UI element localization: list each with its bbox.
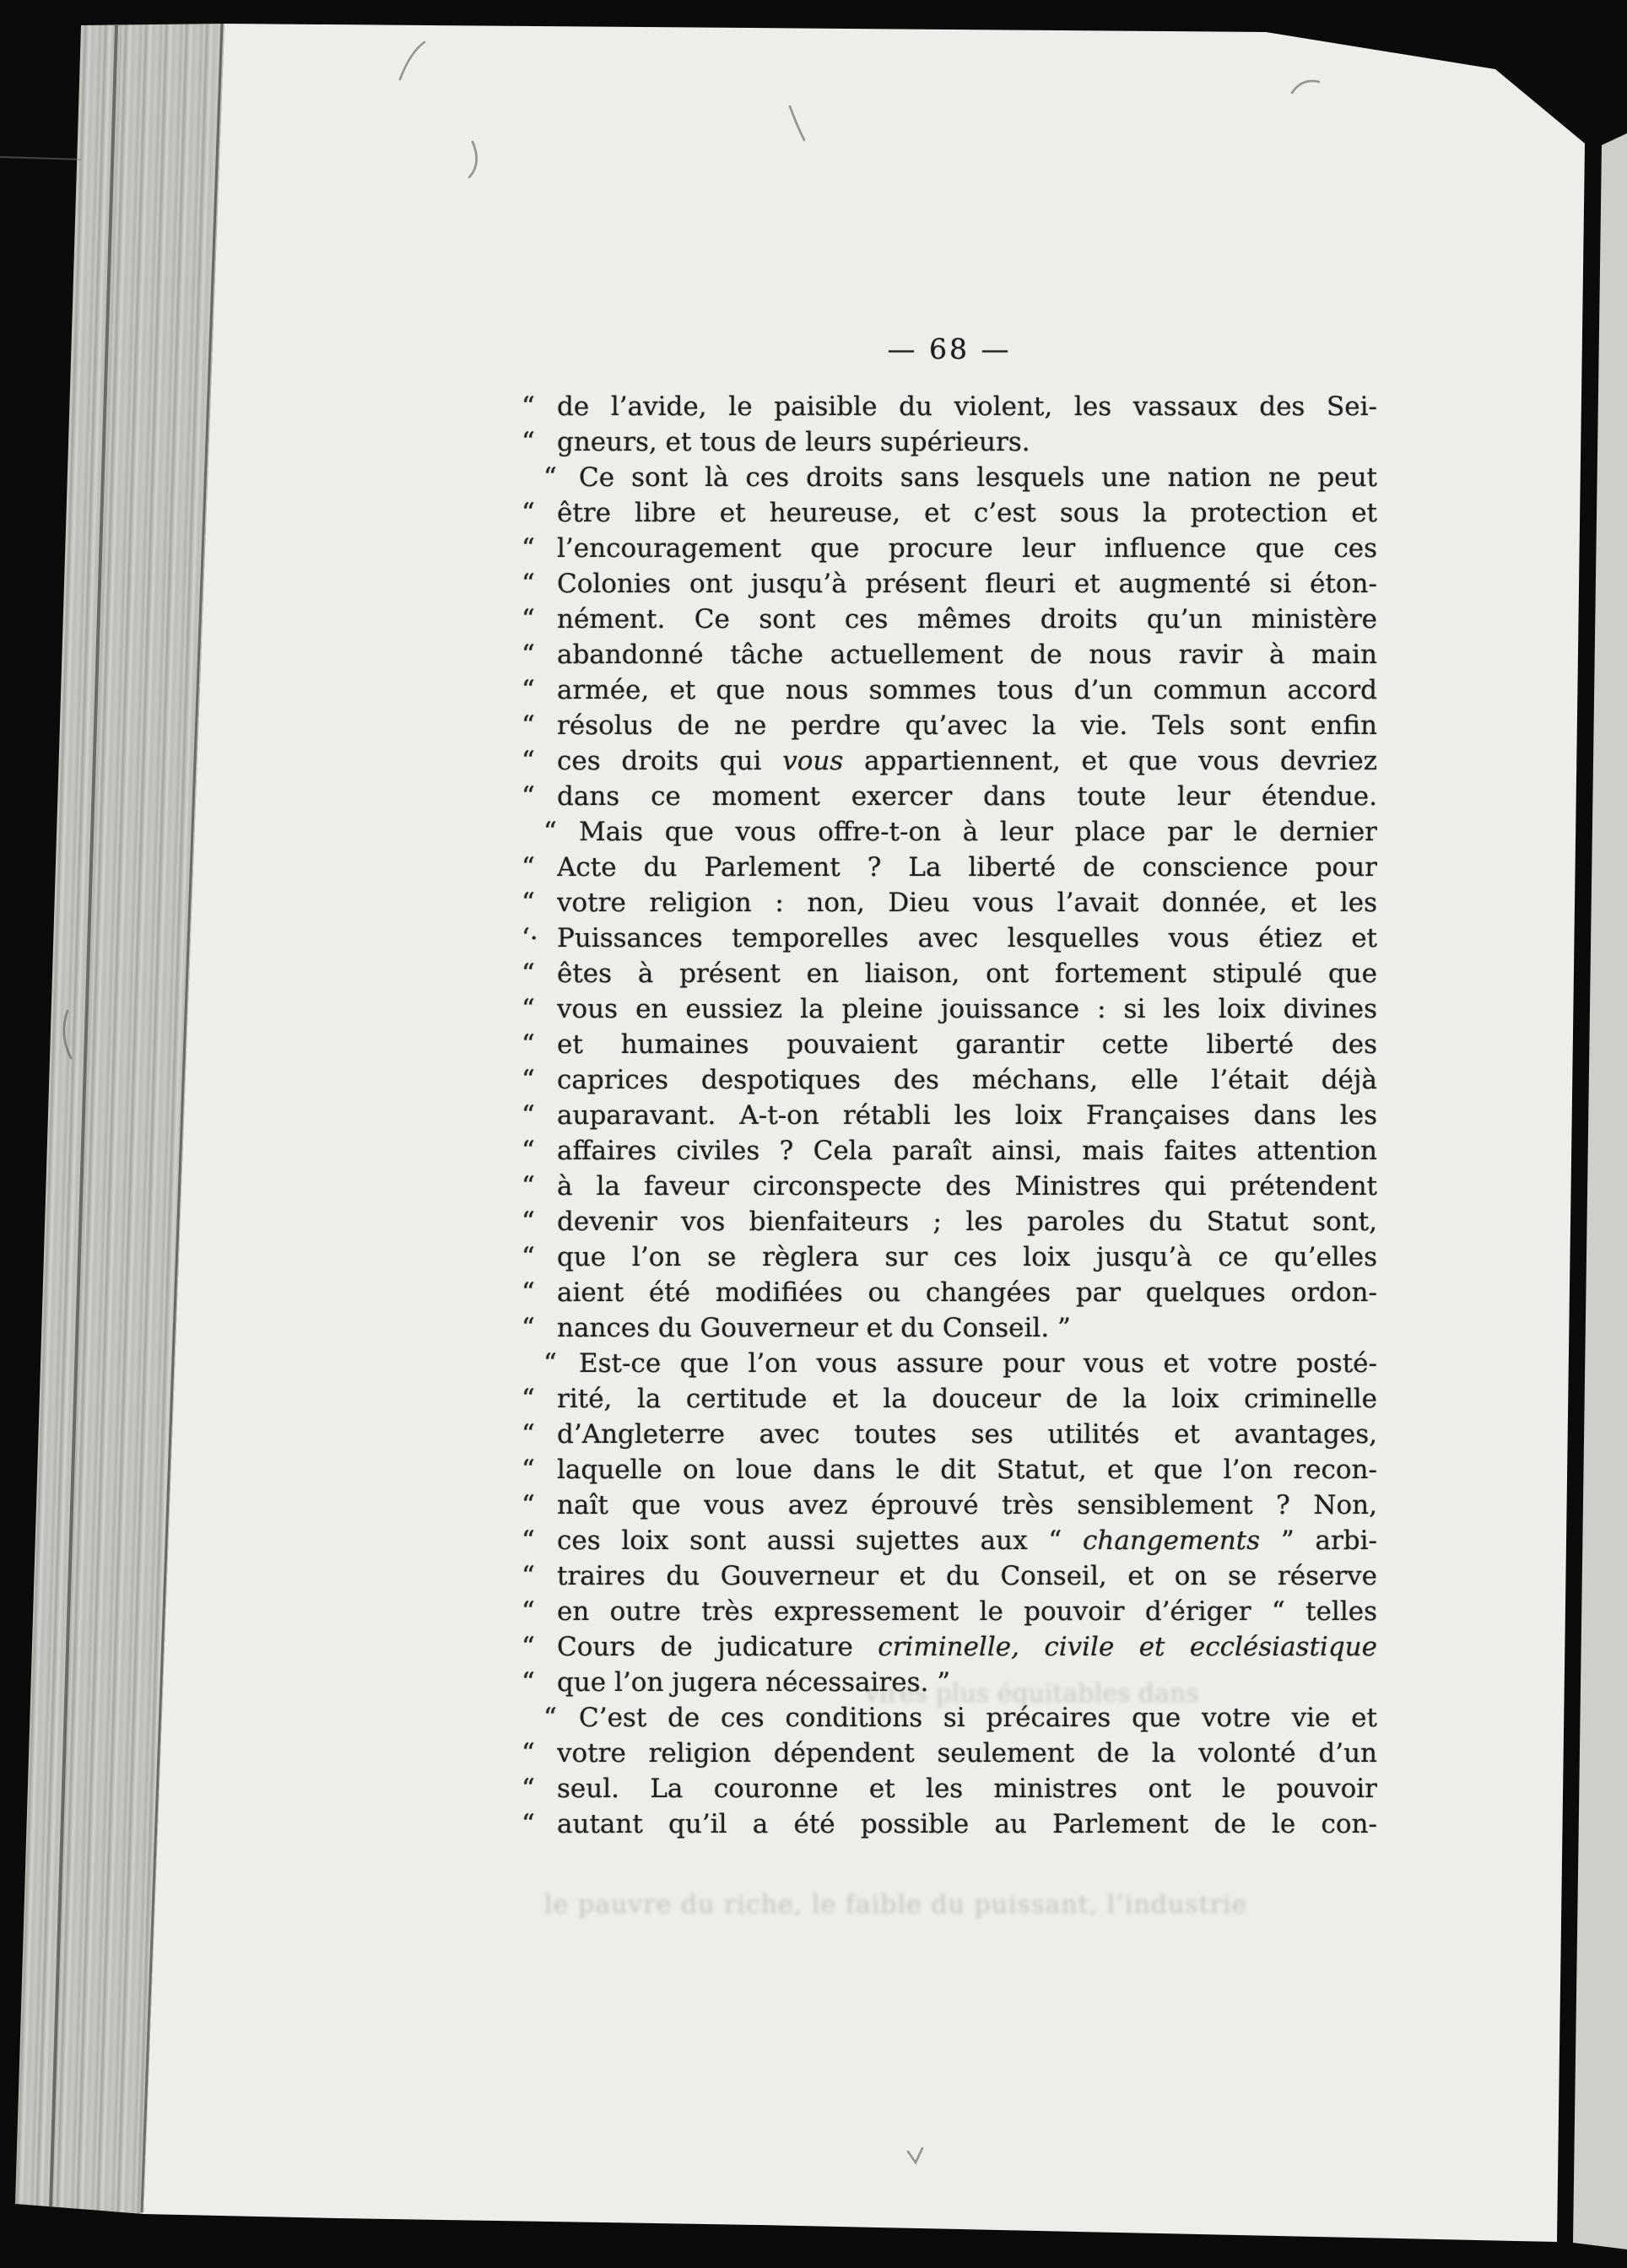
hanging-quote-mark: “ [522,427,535,457]
hanging-quote-mark: “ [543,462,557,493]
text-line [522,1417,1377,1452]
hanging-quote-mark: “ [522,1136,535,1166]
paragraph [522,1700,1377,1842]
text-line [522,637,1377,672]
text-line [522,1523,1377,1558]
line-text: Est-ce que l’on vous assure pour vous et votre posté- [579,1348,1377,1379]
text-line [522,1346,1377,1381]
line-text: auparavant. A-t-on rétabli les loix Françaises dans les [557,1100,1377,1131]
line-text: devenir vos bienfaiteurs ; les paroles du Statut sont, [557,1207,1377,1237]
line-text: Mais que vous offre-t-on à leur place par le dernier [579,817,1377,847]
hanging-quote-mark: “ [522,1561,535,1591]
line-text: votre religion dépendent seulement de la volonté d’un [557,1738,1377,1768]
text-line [522,1806,1377,1842]
text-line [522,460,1377,495]
line-text: être libre et heureuse, et c’est sous la protection et [557,498,1377,528]
text-line [522,389,1377,424]
hanging-quote-mark: “ [543,1703,557,1733]
hanging-quote-mark: “ [543,817,557,847]
text-line [522,956,1377,991]
line-text: Puissances temporelles avec lesquelles vous étiez et [557,923,1377,953]
line-text: seul. La couronne et les ministres ont le pouvoir [557,1774,1377,1804]
text-line [522,1594,1377,1629]
text-line [522,1488,1377,1523]
line-text: que l’on se règlera sur ces loix jusqu’à ce qu’elles [557,1242,1377,1272]
line-text: C’est de ces conditions si précaires que votre vie et [579,1703,1377,1733]
page-number: — 68 — [887,332,1012,365]
text-line [522,1062,1377,1098]
hanging-quote-mark: “ [522,392,535,422]
line-text: caprices despotiques des méchans, elle l’était déjà [557,1065,1377,1095]
hanging-quote-mark: “ [522,1100,535,1131]
text-line [522,566,1377,602]
text-line [522,424,1377,460]
line-text: naît que vous avez éprouvé très sensiblement ? Non, [557,1490,1377,1520]
text-line [522,885,1377,921]
hanging-quote-mark: “ [522,1596,535,1627]
line-text: Colonies ont jusqu’à présent fleuri et augmenté si éton- [557,569,1377,599]
text-line [522,1239,1377,1275]
text-line [522,1027,1377,1062]
line-text: nances du Gouverneur et du Conseil. ” [557,1313,1071,1343]
hanging-quote-mark: “ [522,1632,535,1662]
hanging-quote-mark: “ [522,1490,535,1520]
text-line [522,1169,1377,1204]
hanging-quote-mark: “ [543,1348,557,1379]
text-line [522,850,1377,885]
hanging-quote-mark: “ [522,1774,535,1804]
hanging-quote-mark: “ [522,498,535,528]
hanging-quote-mark: “ [522,746,535,776]
line-text: en outre très expressement le pouvoir d’ériger “ telles [557,1596,1377,1627]
text-line [522,1275,1377,1310]
text-line [522,921,1377,956]
bleed-through-text: le pauvre du riche, le faible du puissant, l’industrie [544,1890,1248,1920]
line-text: gneurs, et tous de leurs supérieurs. [557,427,1030,457]
line-text: vous en eussiez la pleine jouissance : si les loix divines [557,994,1377,1024]
hanging-quote-mark: “ [522,1313,535,1343]
text-line [522,814,1377,850]
line-text: dans ce moment exercer dans toute leur étendue. [557,781,1377,812]
line-text: Acte du Parlement ? La liberté de conscience pour [557,852,1377,883]
text-line [522,495,1377,531]
hanging-quote-mark: “ [522,604,535,634]
line-text: rité, la certitude et la douceur de la loix criminelle [557,1384,1377,1414]
hanging-quote-mark: “ [522,852,535,883]
paragraph [522,389,1377,460]
line-text: êtes à présent en liaison, ont fortement stipulé que [557,958,1377,989]
hanging-quote-mark: “ [522,710,535,741]
text-line [522,602,1377,637]
text-block [522,389,1377,1842]
line-text: que l’on jugera nécessaires. ” [557,1667,951,1698]
text-line [522,1665,1377,1700]
line-text: résolus de ne perdre qu’avec la vie. Tels sont enfin [557,710,1377,741]
text-line [522,1736,1377,1771]
line-text: abandonné tâche actuellement de nous ravir à main [557,640,1377,670]
hanging-quote-mark: “ [522,640,535,670]
hanging-quote-mark: “ [522,888,535,918]
text-line [522,1133,1377,1169]
line-text: nément. Ce sont ces mêmes droits qu’un ministère [557,604,1377,634]
line-text: d’Angleterre avec toutes ses utilités et avantages, [557,1419,1377,1450]
hanging-quote-mark: “ [522,1667,535,1698]
hanging-quote-mark: “ [522,994,535,1024]
hanging-quote-mark: “ [522,1738,535,1768]
text-line [522,1452,1377,1488]
line-text: aient été modifiées ou changées par quelques ordon- [557,1277,1377,1308]
hanging-quote-mark: “ [522,1277,535,1308]
text-line [522,708,1377,743]
text-line [522,1381,1377,1417]
text-line [522,991,1377,1027]
text-line [522,672,1377,708]
line-text: ces droits qui vous appartiennent, et que vous devriez [557,746,1377,776]
line-text: et humaines pouvaient garantir cette liberté des [557,1029,1377,1060]
text-line [522,1204,1377,1239]
line-text: laquelle on loue dans le dit Statut, et que l’on recon- [557,1455,1377,1485]
text-line [522,531,1377,566]
hanging-quote-mark: “ [522,1207,535,1237]
text-line [522,779,1377,814]
line-text: ces loix sont aussi sujettes aux “ changements ” arbi- [557,1526,1377,1556]
line-text: Ce sont là ces droits sans lesquels une nation ne peut [579,462,1377,493]
paragraph [522,460,1377,814]
line-text: l’encouragement que procure leur influence que ces [557,533,1377,564]
text-line [522,1629,1377,1665]
text-line [522,1771,1377,1806]
hanging-quote-mark: “ [522,1419,535,1450]
hanging-quote-mark: “ [522,569,535,599]
hanging-quote-mark: “ [522,1384,535,1414]
line-text: traires du Gouverneur et du Conseil, et on se réserve [557,1561,1377,1591]
line-text: Cours de judicature criminelle, civile et ecclésiastique [557,1632,1377,1662]
hanging-quote-mark: “ [522,1029,535,1060]
text-line [522,1098,1377,1133]
line-text: votre religion : non, Dieu vous l’avait donnée, et les [557,888,1377,918]
hanging-quote-mark: “ [522,533,535,564]
hanging-quote-mark: “ [522,1526,535,1556]
hanging-quote-mark: “ [522,1171,535,1202]
hanging-quote-mark: ‘· [522,923,538,953]
hanging-quote-mark: “ [522,1455,535,1485]
bleed-through-text: vires plus équitables dans [865,1679,1199,1709]
hanging-quote-mark: “ [522,1242,535,1272]
paragraph [522,1346,1377,1700]
text-line [522,1310,1377,1346]
hanging-quote-mark: “ [522,675,535,705]
text-line [522,1700,1377,1736]
scanner-line-icon [0,157,81,159]
line-text: armée, et que nous sommes tous d’un commun accord [557,675,1377,705]
hanging-quote-mark: “ [522,781,535,812]
line-text: autant qu’il a été possible au Parlement de le con- [557,1809,1377,1839]
paragraph [522,814,1377,1346]
hanging-quote-mark: “ [522,958,535,989]
text-line [522,743,1377,779]
hanging-quote-mark: “ [522,1065,535,1095]
text-line [522,1558,1377,1594]
line-text: affaires civiles ? Cela paraît ainsi, mais faites attention [557,1136,1377,1166]
hanging-quote-mark: “ [522,1809,535,1839]
line-text: à la faveur circonspecte des Ministres qui prétendent [557,1171,1377,1202]
line-text: de l’avide, le paisible du violent, les vassaux des Sei- [557,392,1377,422]
